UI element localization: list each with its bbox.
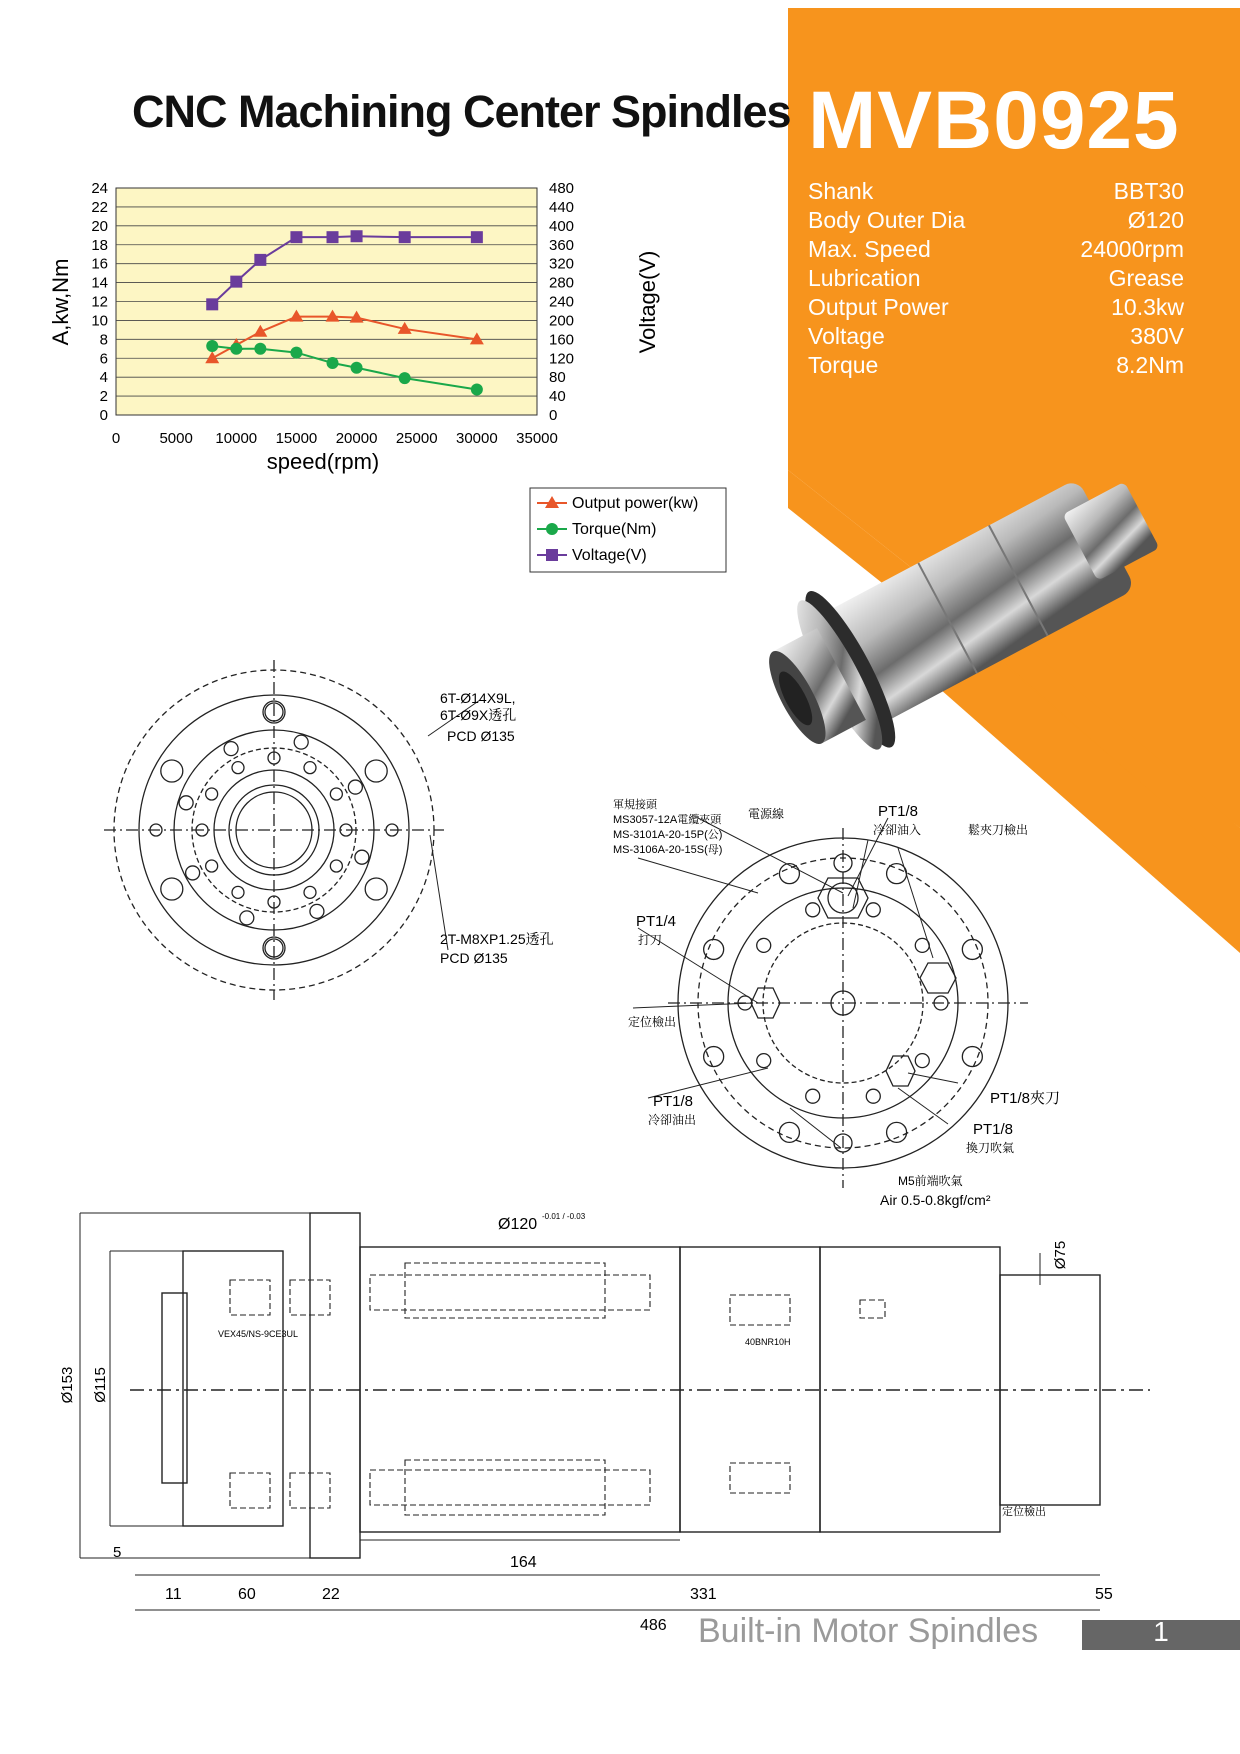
data-point: [206, 340, 218, 352]
y2-tick-label: 360: [549, 236, 575, 254]
dim-486: 486: [640, 1617, 667, 1634]
y2-tick-label: 80: [549, 369, 566, 387]
bolt-hole: [962, 939, 982, 959]
x-tick-label: 30000: [455, 430, 498, 447]
y2-tick-label: 40: [549, 388, 566, 406]
chart-legend: [530, 488, 726, 572]
bolt-hole: [779, 1122, 799, 1142]
y-axis-label: A,kw,Nm: [48, 258, 73, 346]
y-tick-label: 14: [91, 274, 108, 292]
spec-value: 24000rpm: [1080, 236, 1184, 262]
bolt-hole: [224, 742, 238, 756]
bolt-hole: [232, 762, 244, 774]
bolt-hole: [866, 903, 880, 917]
model-number: MVB0925: [808, 75, 1180, 166]
bolt-hole: [704, 939, 724, 959]
data-point: [351, 362, 363, 374]
front-annot-2: 6T-Ø9X透孔: [440, 707, 517, 723]
y-tick-label: 4: [99, 369, 108, 387]
front-view-drawing: [100, 660, 620, 1000]
data-point: [351, 230, 363, 242]
x-tick-label: 10000: [215, 430, 258, 447]
dim-55: 55: [1095, 1586, 1113, 1603]
x-axis-ticks: [112, 430, 558, 447]
data-point: [471, 231, 483, 243]
bolt-hole: [232, 886, 244, 898]
bolt-hole: [365, 878, 387, 900]
rear-m5: M5前端吹氣: [898, 1174, 963, 1188]
bolt-hole: [310, 904, 324, 918]
y2-tick-label: 320: [549, 255, 575, 273]
x-tick-label: 25000: [395, 430, 438, 447]
y2-tick-label: 280: [549, 274, 575, 292]
front-annot-5: PCD Ø135: [440, 950, 508, 966]
rear-view-drawing: [608, 798, 1078, 1218]
y2-tick-label: 480: [549, 180, 575, 197]
x-axis-label: speed(rpm): [266, 449, 380, 474]
bolt-hole: [962, 1047, 982, 1067]
spec-value: 380V: [1130, 323, 1184, 349]
page-number: 1: [1153, 1616, 1169, 1647]
data-point: [254, 343, 266, 355]
y-tick-label: 24: [91, 180, 108, 197]
rear-conn-1: 軍規接頭: [613, 799, 657, 811]
bolt-hole: [206, 860, 218, 872]
bolt-hole: [304, 762, 316, 774]
y-axis-ticks: [91, 180, 108, 424]
spec-label: Voltage: [808, 323, 885, 349]
y-tick-label: 10: [91, 312, 108, 330]
y2-axis-ticks: [549, 180, 574, 424]
x-tick-label: 20000: [335, 430, 378, 447]
rear-blow: 換刀吹氣: [966, 1141, 1015, 1155]
bolt-hole: [240, 911, 254, 925]
rear-pos-detect: 定位檢出: [628, 1015, 677, 1029]
data-point: [230, 343, 242, 355]
dim-dia120-tol: -0.01 / -0.03: [542, 1212, 586, 1221]
dim-60: 60: [238, 1586, 256, 1603]
bolt-hole: [161, 878, 183, 900]
y-tick-label: 20: [91, 217, 108, 235]
y-tick-label: 22: [91, 198, 108, 216]
bolt-hole: [806, 1089, 820, 1103]
legend-label: Output power(kw): [572, 495, 699, 512]
data-point: [290, 231, 302, 243]
spec-label: Output Power: [808, 294, 949, 320]
performance-chart: [50, 175, 750, 575]
spec-label: Max. Speed: [808, 236, 931, 262]
x-tick-label: 15000: [275, 430, 318, 447]
y-tick-label: 2: [99, 388, 108, 406]
bolt-hole: [348, 780, 362, 794]
x-tick-label: 0: [111, 430, 121, 447]
bolt-hole: [887, 1122, 907, 1142]
x-tick-label: 35000: [516, 430, 558, 447]
legend-marker: [546, 549, 558, 561]
rear-power-label: 電源線: [748, 807, 785, 821]
dim-dia153: Ø153: [59, 1366, 76, 1404]
spec-value: Grease: [1108, 265, 1184, 291]
y-tick-label: 12: [91, 293, 108, 311]
rear-pt18-out: PT1/8: [653, 1093, 694, 1110]
rear-cool-in: 冷卻油入: [873, 823, 922, 837]
dim-331: 331: [690, 1586, 717, 1603]
bolt-hole: [779, 864, 799, 884]
rear-pt18-blow: PT1/8: [973, 1121, 1014, 1138]
data-point: [471, 383, 483, 395]
dim-dia75: Ø75: [1052, 1240, 1069, 1270]
spec-label: Shank: [808, 178, 874, 204]
bolt-hole: [179, 796, 193, 810]
dim-dia120: Ø120: [498, 1216, 538, 1233]
y-tick-label: 6: [99, 350, 108, 368]
side-pos-detect: 定位檢出: [1002, 1506, 1046, 1518]
y-tick-label: 16: [91, 255, 108, 273]
rear-release: 打刀: [638, 933, 663, 947]
dim-164: 164: [510, 1554, 537, 1571]
front-annot-1: 6T-Ø14X9L,: [440, 690, 516, 706]
bolt-hole: [704, 1047, 724, 1067]
y-tick-label: 8: [99, 331, 108, 349]
bolt-hole: [330, 788, 342, 800]
bolt-hole: [915, 1054, 929, 1068]
bolt-hole: [186, 866, 200, 880]
rear-clamp-detect: 鬆夾刀檢出: [968, 823, 1029, 837]
bolt-hole: [304, 886, 316, 898]
dim-11: 11: [165, 1586, 182, 1603]
y2-tick-label: 240: [549, 293, 575, 311]
bolt-hole: [161, 760, 183, 782]
data-point: [399, 231, 411, 243]
data-point: [327, 231, 339, 243]
bolt-hole: [806, 903, 820, 917]
rear-cool-out: 冷卻油出: [648, 1113, 697, 1127]
legend-label: Voltage(V): [572, 547, 647, 564]
legend-label: Torque(Nm): [572, 521, 657, 538]
bearing-label-front: VEX45/NS-9CE3UL: [218, 1329, 299, 1339]
bolt-hole: [365, 760, 387, 782]
legend-marker: [546, 523, 558, 535]
rear-conn-3: MS-3101A-20-15P(公): [613, 829, 723, 841]
bolt-hole: [757, 938, 771, 952]
spec-value: Ø120: [1127, 207, 1184, 233]
bolt-hole: [866, 1089, 880, 1103]
spindle-product-image: [700, 465, 1180, 785]
x-tick-label: 5000: [159, 430, 193, 447]
rear-conn-2: MS3057-12A電纜夾頭: [613, 814, 722, 826]
page-title: CNC Machining Center Spindles: [132, 86, 791, 137]
front-annot-3: PCD Ø135: [447, 728, 515, 744]
data-point: [290, 347, 302, 359]
dim-22: 22: [322, 1586, 340, 1603]
data-point: [399, 372, 411, 384]
bearing-label-rear: 40BNR10H: [745, 1337, 791, 1347]
y2-tick-label: 0: [549, 407, 558, 424]
spec-label: Torque: [808, 352, 879, 378]
y2-tick-label: 440: [549, 198, 575, 216]
bolt-hole: [757, 1054, 771, 1068]
rear-air: Air 0.5-0.8kgf/cm²: [880, 1192, 991, 1208]
spec-value: 10.3kw: [1111, 294, 1184, 320]
dim-dia115: Ø115: [92, 1367, 109, 1403]
y2-tick-label: 120: [549, 350, 575, 368]
rear-pt18-clamp: PT1/8夾刀: [990, 1090, 1061, 1107]
data-point: [327, 357, 339, 369]
y2-tick-label: 200: [549, 312, 575, 330]
data-point: [254, 254, 266, 266]
y-tick-label: 18: [91, 236, 108, 254]
y2-axis-label: Voltage(V): [635, 250, 660, 354]
bolt-hole: [206, 788, 218, 800]
data-point: [206, 298, 218, 310]
rear-conn-4: MS-3106A-20-15S(母): [613, 844, 723, 856]
spec-value: 8.2Nm: [1116, 352, 1184, 378]
bolt-hole: [355, 850, 369, 864]
front-annot-4: 2T-M8XP1.25透孔: [440, 931, 554, 947]
rear-pt14: PT1/4: [636, 913, 677, 930]
spec-label: Lubrication: [808, 265, 921, 291]
spec-value: BBT30: [1113, 178, 1184, 204]
y2-tick-label: 400: [549, 217, 575, 235]
dim-5: 5: [113, 1544, 122, 1561]
footer-text: Built-in Motor Spindles: [698, 1612, 1039, 1650]
spec-label: Body Outer Dia: [808, 207, 966, 233]
bolt-hole: [294, 735, 308, 749]
data-point: [230, 276, 242, 288]
y2-tick-label: 160: [549, 331, 575, 349]
y-tick-label: 0: [99, 407, 108, 424]
rear-pt18-in: PT1/8: [878, 803, 919, 820]
bolt-hole: [330, 860, 342, 872]
